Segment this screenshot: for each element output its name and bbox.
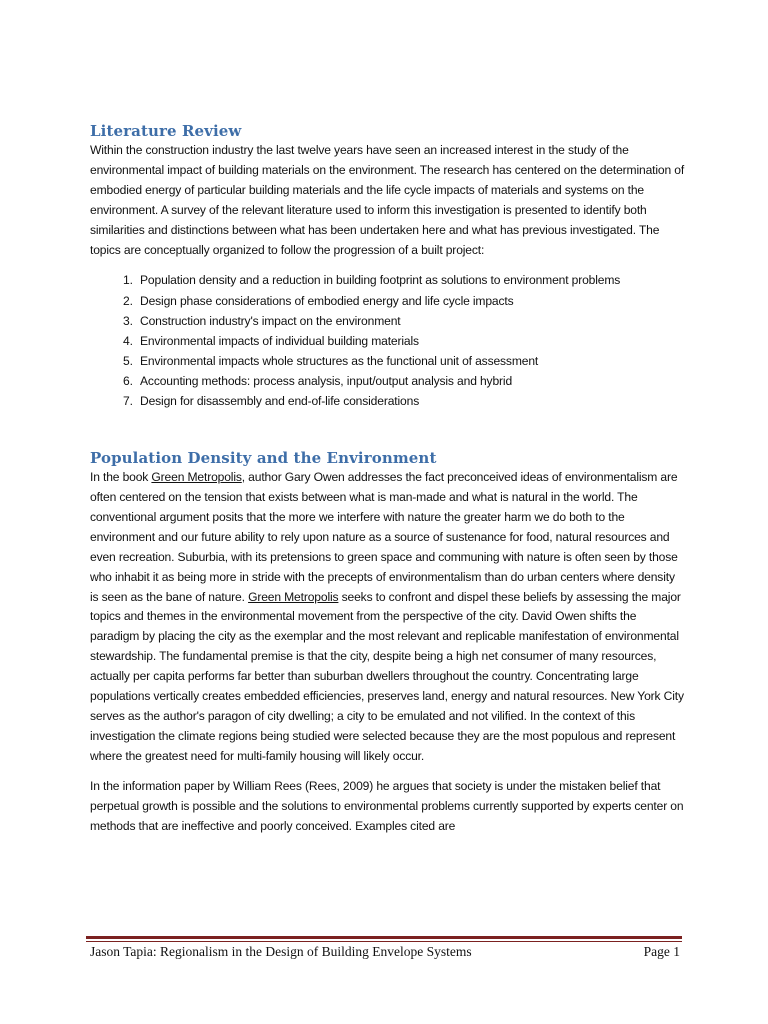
footer-rule (86, 936, 682, 939)
list-item: 3. Construction industry's impact on the environment (136, 311, 686, 331)
list-item: 1. Population density and a reduction in building footprint as solutions to environment problems (136, 270, 686, 290)
section-heading: Population Density and the Environment (90, 449, 437, 468)
list-item: 2. Design phase considerations of embodied energy and life cycle impacts (136, 291, 686, 311)
list-item: 6. Accounting methods: process analysis, input/output analysis and hybrid (136, 371, 686, 391)
footer-title: Jason Tapia: Regionalism in the Design of Building Envelope Systems (90, 944, 472, 959)
book-title: Green Metropolis (151, 470, 242, 485)
rees-paragraph: In the information paper by William Rees (Rees, 2009) he argues that society is under the mistaken belief that perpetual growth is possible and the solutions to environmental problems currently supported by experts center on methods that are ineffective and poorly conceived. Examples cited are (90, 778, 684, 833)
topics-list (90, 270, 686, 411)
intro-paragraph: Within the construction industry the last twelve years have seen an increased interest in the study of the environmental impact of building materials on the environment. The research has centered on the determination of embodied energy of particular building materials and the life cycle impacts of materials and systems on the environment. A survey of the relevant literature used to inform this investigation is presented to identify both similarities and distinctions between what has been undertaken here and what has previous investigated. The topics are conceptually organized to follow the progression of a built project: (90, 143, 685, 257)
page-footer (90, 944, 680, 960)
text-run: In the book (90, 470, 152, 485)
list-item: 5. Environmental impacts whole structures as the functional unit of assessment (136, 351, 686, 371)
population-density-section (90, 449, 686, 836)
literature-review-section (90, 122, 686, 411)
page-number: Page 1 (643, 944, 680, 959)
page-content (90, 122, 686, 836)
text-run: , author Gary Owen addresses the fact preconceived ideas of environmentalism are often centered on the tension that exists between what is man-made and what is natural in the world. The conventional argument posits that the more we interfere with nature the greater harm we do both to the environment and our future ability to rely upon nature as a source of sustenance for food, natural resources and even recreation. Suburbia, with its pretensions to green space and communing with nature is often seen by those who inhabit it as being more in stride with the precepts of environmentalism than do urban centers where density is seen as the bane of nature. (90, 470, 678, 604)
book-title: Green Metropolis (248, 589, 339, 604)
text-run: seeks to confront and dispel these beliefs by assessing the major topics and themes in the environmental movement from the perspective of the city. David Owen shifts the paradigm by placing the city as the exemplar and the most relevant and replicable manifestation of environmental stewardship. The fundamental premise is that the city, despite being a high net consumer of many resources, actually per capita performs far better than suburban dwellers throughout the country. Concentrating large populations vertically creates embedded efficiencies, preserves land, energy and natural resources. New York City serves as the author's paragon of city dwelling; a city to be emulated and not vilified. In the context of this investigation the climate regions being studied were selected because they are the most populous and represent where the greatest need for multi-family housing will likely occur. (90, 589, 684, 763)
list-item: 7. Design for disassembly and end-of-life considerations (136, 391, 686, 411)
list-item: 4. Environmental impacts of individual building materials (136, 331, 686, 351)
footer-rule-thin (86, 941, 682, 942)
section-heading: Literature Review (90, 122, 242, 140)
green-metropolis-paragraph (90, 468, 686, 767)
